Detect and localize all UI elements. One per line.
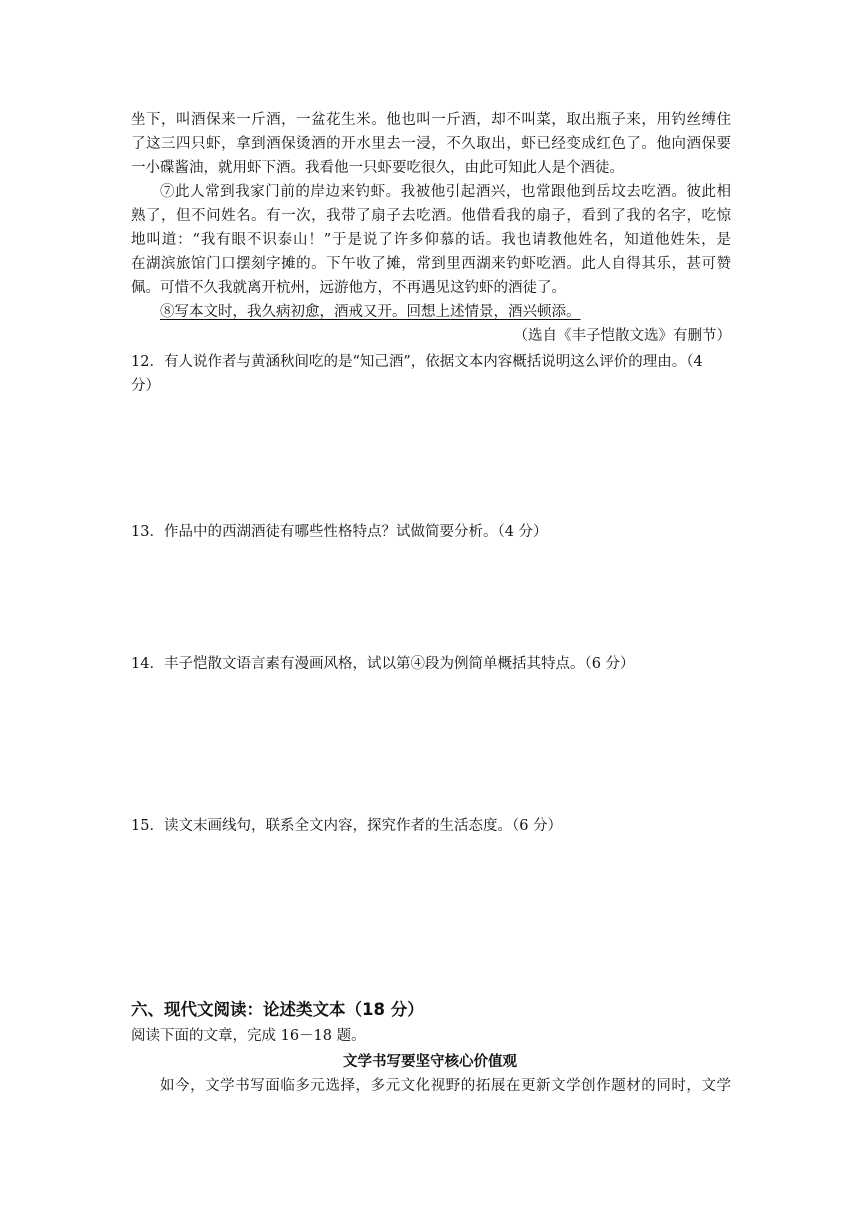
para7-line-4: 在湖滨旅馆门口摆刻字摊的。下午收了摊，常到里西湖来钓虾吃酒。此人自得其乐，甚可赞	[131, 256, 731, 272]
question-13: 13．作品中的西湖酒徒有哪些性格特点？试做简要分析。（4 分）	[131, 524, 548, 540]
para6-line-3: 一小碟酱油，就用虾下酒。我看他一只虾要吃很久，由此可知此人是个酒徒。	[131, 160, 624, 176]
question-12-line-1: 12．有人说作者与黄涵秋间吃的是“知己酒”，依据文本内容概括说明这么评价的理由。（4	[131, 354, 703, 370]
source-note: （选自《丰子恺散文选》有删节）	[513, 328, 731, 344]
article-title: 文学书写要坚守核心价值观	[343, 1054, 517, 1070]
para7-line-3: 地叫道：“我有眼不识泰山！”于是说了许多仰慕的话。我也请教他姓名，知道他姓朱，是	[131, 232, 731, 248]
question-14: 14．丰子恺散文语言素有漫画风格，试以第④段为例简单概括其特点。（6 分）	[131, 656, 635, 672]
para8-underlined-sentence	[160, 300, 731, 324]
section-6-heading: 六、现代文阅读：论述类文本（18 分）	[131, 1000, 424, 1019]
para7-line-2: 熟了，但不问姓名。有一次，我带了扇子去吃酒。他借看我的扇子，看到了我的名字，吃惊	[131, 208, 731, 224]
para6-line-2: 了这三四只虾，拿到酒保烫酒的开水里去一浸，不久取出，虾已经变成红色了。他向酒保要	[131, 136, 731, 152]
underlined-text: ⑧写本文时，我久病初愈，酒戒又开。回想上述情景，酒兴顿添。	[160, 304, 581, 320]
section-6-instruction: 阅读下面的文章，完成 16－18 题。	[131, 1028, 366, 1044]
para6-line-1: 坐下，叫酒保来一斤酒，一盆花生米。他也叫一斤酒，却不叫菜，取出瓶子来，用钓丝缚住	[131, 112, 731, 128]
para7-line-1: ⑦此人常到我家门前的岸边来钓虾。我被他引起酒兴，也常跟他到岳坟去吃酒。彼此相	[160, 184, 731, 200]
question-12-line-2: 分）	[131, 378, 160, 394]
question-15: 15．读文末画线句，联系全文内容，探究作者的生活态度。（6 分）	[131, 818, 563, 834]
para7-line-5: 佩。可惜不久我就离开杭州，远游他方，不再遇见这钓虾的酒徒了。	[131, 280, 566, 296]
article-first-line: 如今，文学书写面临多元选择，多元文化视野的拓展在更新文学创作题材的同时，文学	[160, 1078, 731, 1094]
